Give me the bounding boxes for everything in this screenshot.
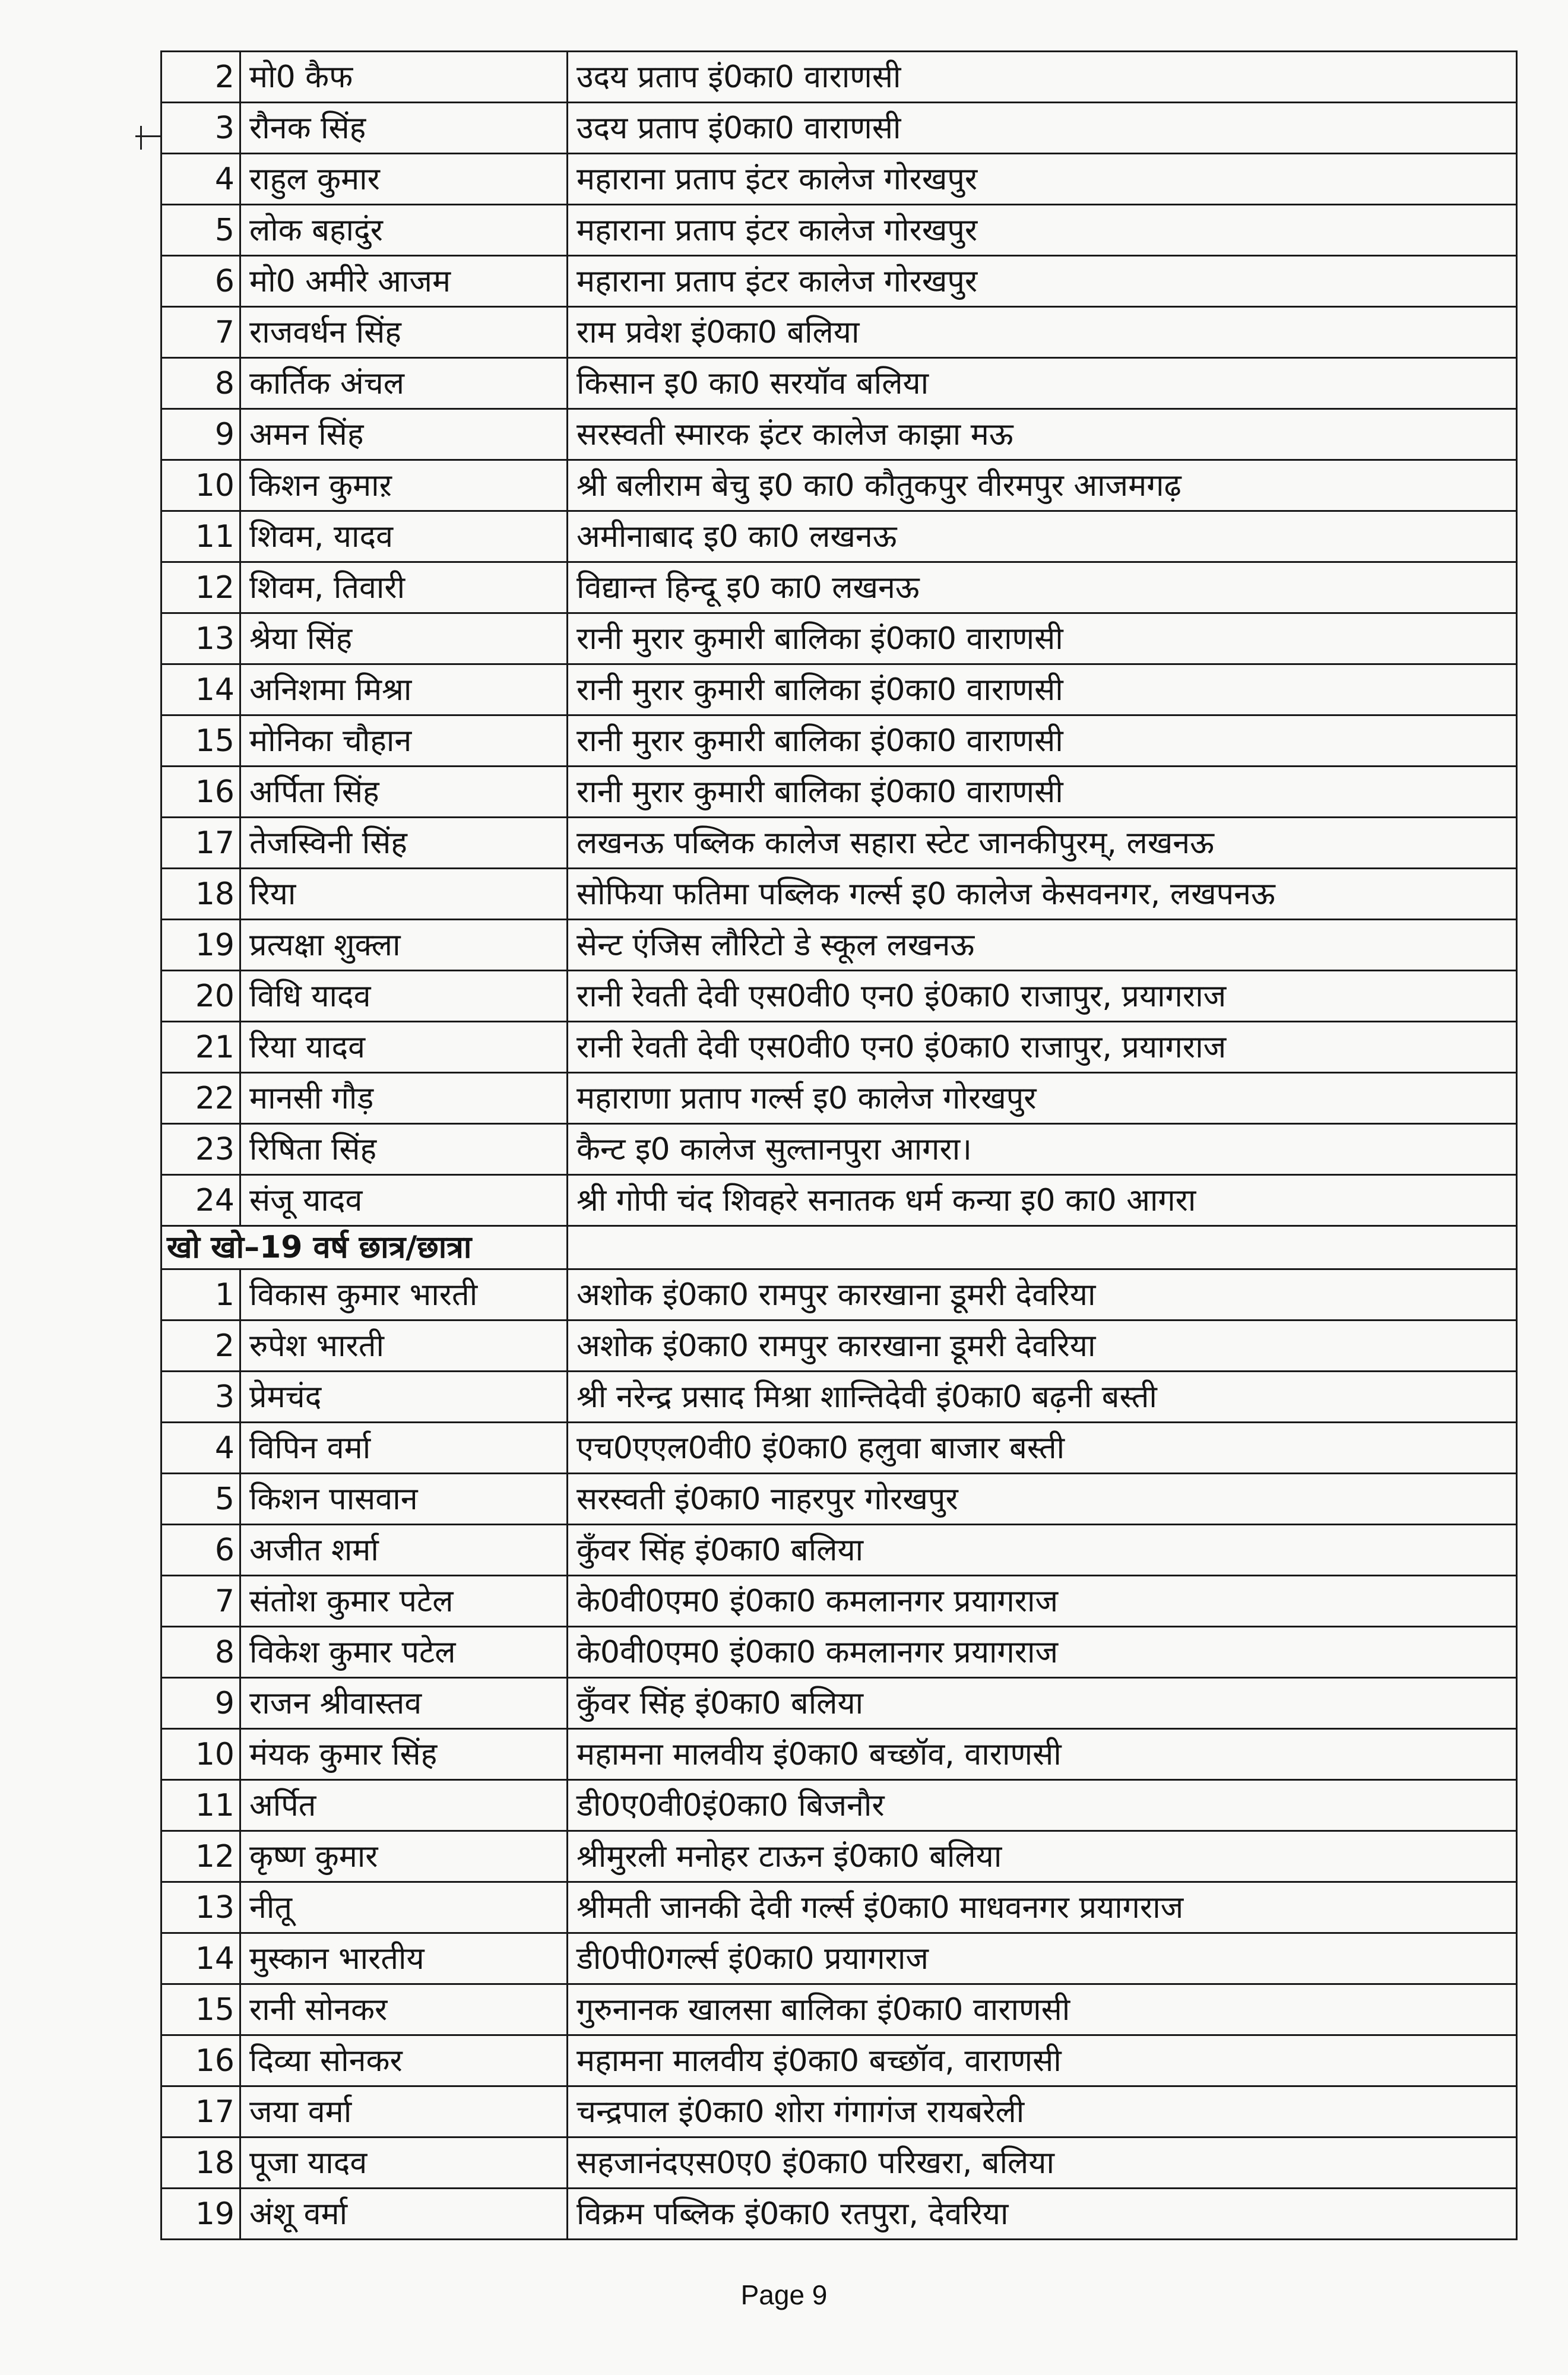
row-number: 19	[161, 2189, 240, 2240]
school-name: सहजानंदएस0ए0 इं0का0 परिखरा, बलिया	[568, 2138, 1517, 2189]
table-row	[161, 2189, 1517, 2240]
school-name: उदय प्रताप इं0का0 वाराणसी	[568, 103, 1517, 154]
school-name: डी0ए0वी0इं0का0 बिजनौर	[568, 1780, 1517, 1831]
school-name: श्रीमुरली मनोहर टाऊन इं0का0 बलिया	[568, 1831, 1517, 1882]
student-name: अर्पिता सिंह	[240, 767, 568, 818]
student-name: रानी सोनकर	[240, 1984, 568, 2035]
table-row	[161, 1372, 1517, 1423]
student-name: संजू यादव	[240, 1175, 568, 1226]
school-name: रानी रेवती देवी एस0वी0 एन0 इं0का0 राजापुर, प्रयागराज	[568, 971, 1517, 1022]
student-name: लोक बहादुंर	[240, 205, 568, 256]
row-number: 21	[161, 1022, 240, 1073]
student-name: जया वर्मा	[240, 2086, 568, 2138]
school-name: रानी रेवती देवी एस0वी0 एन0 इं0का0 राजापुर, प्रयागराज	[568, 1022, 1517, 1073]
table-row	[161, 1627, 1517, 1678]
row-number: 7	[161, 307, 240, 358]
student-name: मंयक कुमार सिंह	[240, 1729, 568, 1780]
row-number: 17	[161, 818, 240, 869]
school-name: किसान इ0 का0 सरयॉव बलिया	[568, 358, 1517, 409]
table-row	[161, 1831, 1517, 1882]
table-row	[161, 511, 1517, 562]
student-name: कृष्ण कुमार	[240, 1831, 568, 1882]
table-row	[161, 460, 1517, 511]
school-name: अशोक इं0का0 रामपुर कारखाना डूमरी देवरिया	[568, 1320, 1517, 1372]
row-number: 5	[161, 205, 240, 256]
school-name: एच0एएल0वी0 इं0का0 हलुवा बाजार बस्ती	[568, 1423, 1517, 1474]
table-row	[161, 1022, 1517, 1073]
student-name: अनिशमा मिश्रा	[240, 664, 568, 715]
table-row	[161, 613, 1517, 664]
row-number: 15	[161, 1984, 240, 2035]
student-name: शिवम, यादव	[240, 511, 568, 562]
student-name: रिषिता सिंह	[240, 1124, 568, 1175]
table-row	[161, 358, 1517, 409]
table-row	[161, 103, 1517, 154]
student-name: अर्पित	[240, 1780, 568, 1831]
table-row	[161, 1269, 1517, 1320]
table-row	[161, 1933, 1517, 1984]
school-name: रानी मुरार कुमारी बालिका इं0का0 वाराणसी	[568, 613, 1517, 664]
table-row	[161, 767, 1517, 818]
table-row	[161, 1423, 1517, 1474]
row-number: 13	[161, 1882, 240, 1933]
row-number: 9	[161, 1678, 240, 1729]
row-number: 8	[161, 1627, 240, 1678]
table-row	[161, 1780, 1517, 1831]
row-number: 8	[161, 358, 240, 409]
table-row	[161, 1882, 1517, 1933]
student-name: विपिन वर्मा	[240, 1423, 568, 1474]
table-row	[161, 818, 1517, 869]
student-name: मानसी गौड़	[240, 1073, 568, 1124]
table-row	[161, 1576, 1517, 1627]
row-number: 2	[161, 1320, 240, 1372]
student-name: कार्तिक अंचल	[240, 358, 568, 409]
school-name: कुँवर सिंह इं0का0 बलिया	[568, 1525, 1517, 1576]
school-name: उदय प्रताप इं0का0 वाराणसी	[568, 52, 1517, 103]
student-name: तेजस्विनी सिंह	[240, 818, 568, 869]
school-name: श्रीमती जानकी देवी गर्ल्स इं0का0 माधवनगर प्रयागराज	[568, 1882, 1517, 1933]
row-number: 12	[161, 1831, 240, 1882]
school-name: महाराना प्रताप इंटर कालेज गोरखपुर	[568, 205, 1517, 256]
student-name: रिया	[240, 869, 568, 920]
table-row	[161, 2086, 1517, 2138]
school-name: कैन्ट इ0 कालेज सुल्तानपुरा आगरा।	[568, 1124, 1517, 1175]
table-row	[161, 1320, 1517, 1372]
student-name: मोनिका चौहान	[240, 715, 568, 767]
section-heading-row	[161, 1226, 1517, 1269]
row-number: 7	[161, 1576, 240, 1627]
school-name: डी0पी0गर्ल्स इं0का0 प्रयागराज	[568, 1933, 1517, 1984]
row-number: 11	[161, 1780, 240, 1831]
school-name: सरस्वती स्मारक इंटर कालेज काझा मऊ	[568, 409, 1517, 460]
row-number: 2	[161, 52, 240, 103]
row-number: 4	[161, 154, 240, 205]
table-row	[161, 409, 1517, 460]
school-name: के0वी0एम0 इं0का0 कमलानगर प्रयागराज	[568, 1627, 1517, 1678]
school-name: सरस्वती इं0का0 नाहरपुर गोरखपुर	[568, 1474, 1517, 1525]
student-name: रौनक सिंह	[240, 103, 568, 154]
school-name: लखनऊ पब्लिक कालेज सहारा स्टेट जानकीपुरम्, लखनऊ	[568, 818, 1517, 869]
row-number: 6	[161, 1525, 240, 1576]
school-name: चन्द्रपाल इं0का0 शोरा गंगागंज रायबरेली	[568, 2086, 1517, 2138]
student-name: मुस्कान भारतीय	[240, 1933, 568, 1984]
table-row	[161, 869, 1517, 920]
student-name: अमन सिंह	[240, 409, 568, 460]
row-number: 10	[161, 1729, 240, 1780]
table-row	[161, 1678, 1517, 1729]
row-number: 20	[161, 971, 240, 1022]
student-name: किशन पासवान	[240, 1474, 568, 1525]
student-name: विकेश कुमार पटेल	[240, 1627, 568, 1678]
table-row	[161, 256, 1517, 307]
school-name: श्री नरेन्द्र प्रसाद मिश्रा शान्तिदेवी इं0का0 बढ़नी बस्ती	[568, 1372, 1517, 1423]
student-name: मो0 कैफ	[240, 52, 568, 103]
student-name: रिया यादव	[240, 1022, 568, 1073]
row-number: 23	[161, 1124, 240, 1175]
row-number: 6	[161, 256, 240, 307]
student-name: नीतू	[240, 1882, 568, 1933]
table-row	[161, 154, 1517, 205]
student-name: राहुल कुमार	[240, 154, 568, 205]
row-number: 9	[161, 409, 240, 460]
row-number: 14	[161, 1933, 240, 1984]
row-number: 18	[161, 869, 240, 920]
table-row	[161, 1984, 1517, 2035]
table-row	[161, 715, 1517, 767]
table-row	[161, 971, 1517, 1022]
school-name: महाराना प्रताप इंटर कालेज गोरखपुर	[568, 256, 1517, 307]
student-name: रुपेश भारती	[240, 1320, 568, 1372]
school-name: रानी मुरार कुमारी बालिका इं0का0 वाराणसी	[568, 715, 1517, 767]
student-name: राजन श्रीवास्तव	[240, 1678, 568, 1729]
row-number: 14	[161, 664, 240, 715]
school-name: श्री बलीराम बेचु इ0 का0 कौतुकपुर वीरमपुर आजमगढ़	[568, 460, 1517, 511]
row-number: 24	[161, 1175, 240, 1226]
row-number: 16	[161, 767, 240, 818]
table-row	[161, 2138, 1517, 2189]
student-name: दिव्या सोनकर	[240, 2035, 568, 2086]
margin-mark	[135, 135, 160, 137]
row-number: 17	[161, 2086, 240, 2138]
table-row	[161, 307, 1517, 358]
student-name: प्रेमचंद	[240, 1372, 568, 1423]
margin-mark-vertical	[140, 126, 142, 150]
student-name: राजवर्धन सिंह	[240, 307, 568, 358]
school-name: अमीनाबाद इ0 का0 लखनऊ	[568, 511, 1517, 562]
school-name: महाराणा प्रताप गर्ल्स इ0 कालेज गोरखपुर	[568, 1073, 1517, 1124]
school-name: महामना मालवीय इं0का0 बच्छॉव, वाराणसी	[568, 2035, 1517, 2086]
table-row	[161, 562, 1517, 613]
school-name: सेन्ट एंजिस लौरिटो डे स्कूल लखनऊ	[568, 920, 1517, 971]
student-name: पूजा यादव	[240, 2138, 568, 2189]
participant-table	[160, 50, 1518, 2240]
table-row	[161, 1525, 1517, 1576]
school-name: महामना मालवीय इं0का0 बच्छॉव, वाराणसी	[568, 1729, 1517, 1780]
row-number: 4	[161, 1423, 240, 1474]
student-name: किशन कुमाऱ	[240, 460, 568, 511]
school-name: श्री गोपी चंद शिवहरे सनातक धर्म कन्या इ0 का0 आगरा	[568, 1175, 1517, 1226]
row-number: 12	[161, 562, 240, 613]
student-name: संतोश कुमार पटेल	[240, 1576, 568, 1627]
school-name: राम प्रवेश इं0का0 बलिया	[568, 307, 1517, 358]
row-number: 11	[161, 511, 240, 562]
row-number: 18	[161, 2138, 240, 2189]
school-name: कुँवर सिंह इं0का0 बलिया	[568, 1678, 1517, 1729]
school-name: रानी मुरार कुमारी बालिका इं0का0 वाराणसी	[568, 664, 1517, 715]
row-number: 3	[161, 1372, 240, 1423]
row-number: 3	[161, 103, 240, 154]
row-number: 22	[161, 1073, 240, 1124]
student-name: प्रत्यक्षा शुक्ला	[240, 920, 568, 971]
table-row	[161, 1729, 1517, 1780]
student-name: अजीत शर्मा	[240, 1525, 568, 1576]
row-number: 16	[161, 2035, 240, 2086]
student-name: विकास कुमार भारती	[240, 1269, 568, 1320]
student-name: विधि यादव	[240, 971, 568, 1022]
school-name: महाराना प्रताप इंटर कालेज गोरखपुर	[568, 154, 1517, 205]
section-heading-blank	[568, 1226, 1517, 1269]
school-name: अशोक इं0का0 रामपुर कारखाना डूमरी देवरिया	[568, 1269, 1517, 1320]
page-number: Page 9	[740, 2279, 828, 2310]
table-row	[161, 920, 1517, 971]
school-name: रानी मुरार कुमारी बालिका इं0का0 वाराणसी	[568, 767, 1517, 818]
table-row	[161, 205, 1517, 256]
row-number: 15	[161, 715, 240, 767]
student-name: अंशू वर्मा	[240, 2189, 568, 2240]
row-number: 5	[161, 1474, 240, 1525]
table-row	[161, 2035, 1517, 2086]
table-row	[161, 1073, 1517, 1124]
table-row	[161, 52, 1517, 103]
row-number: 19	[161, 920, 240, 971]
school-name: विद्यान्त हिन्दू इ0 का0 लखनऊ	[568, 562, 1517, 613]
student-name: शिवम, तिवारी	[240, 562, 568, 613]
row-number: 1	[161, 1269, 240, 1320]
table-row	[161, 1124, 1517, 1175]
student-name: मो0 अमीरे आजम	[240, 256, 568, 307]
school-name: सोफिया फतिमा पब्लिक गर्ल्स इ0 कालेज केसवनगर, लखपनऊ	[568, 869, 1517, 920]
school-name: के0वी0एम0 इं0का0 कमलानगर प्रयागराज	[568, 1576, 1517, 1627]
school-name: गुरुनानक खालसा बालिका इं0का0 वाराणसी	[568, 1984, 1517, 2035]
section-heading: खो खो–19 वर्ष छात्र/छात्रा	[161, 1226, 568, 1269]
table-row	[161, 1175, 1517, 1226]
table-row	[161, 1474, 1517, 1525]
student-name: श्रेया सिंह	[240, 613, 568, 664]
table-row	[161, 664, 1517, 715]
school-name: विक्रम पब्लिक इं0का0 रतपुरा, देवरिया	[568, 2189, 1517, 2240]
row-number: 10	[161, 460, 240, 511]
row-number: 13	[161, 613, 240, 664]
